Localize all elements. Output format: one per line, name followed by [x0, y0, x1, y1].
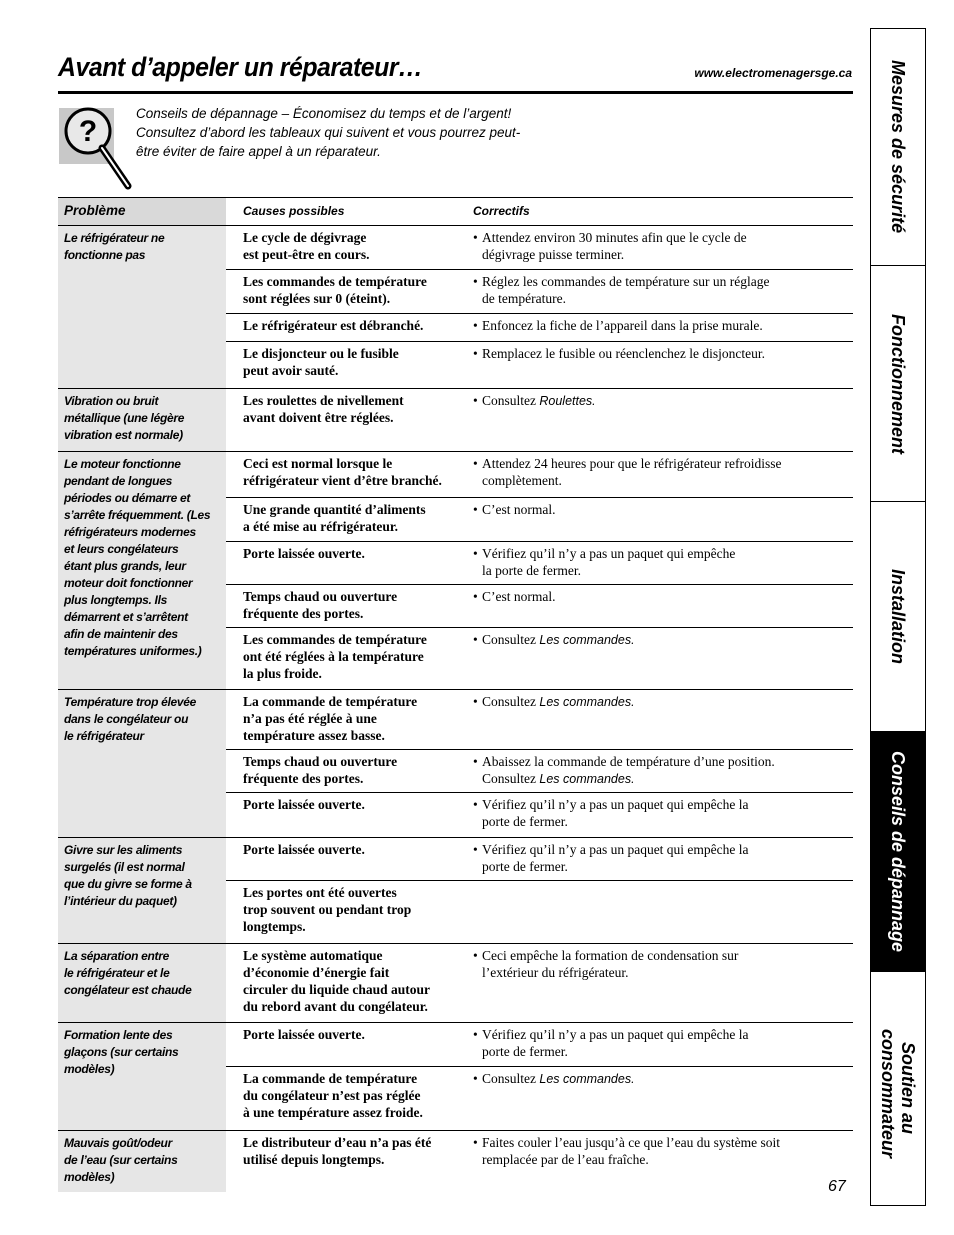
fix-text	[482, 317, 763, 334]
bullet: •	[473, 502, 478, 517]
problem-cell	[58, 690, 226, 837]
problem-line: glaçons (sur certains	[64, 1045, 179, 1059]
cause-cell	[226, 628, 455, 689]
problem-group	[58, 226, 853, 389]
problem-group	[58, 452, 853, 690]
problem-cell	[58, 944, 226, 1022]
cause-cell	[226, 750, 455, 792]
fix-line: la porte de fermer.	[482, 563, 581, 578]
fix-text	[482, 631, 635, 649]
fix-line: Ceci empêche la formation de condensation sur	[482, 948, 739, 963]
cause-line: Porte laissée ouverte.	[243, 1027, 365, 1042]
fix-cell	[455, 838, 853, 880]
fix-bullet-item	[473, 545, 847, 579]
cause-line: a été mise au réfrigérateur.	[243, 519, 399, 534]
fix-cell	[455, 498, 853, 541]
fix-cell	[455, 1131, 853, 1172]
fix-bullet-item	[473, 753, 847, 788]
fix-cell	[455, 1067, 853, 1130]
cause-line: Les commandes de température	[243, 274, 427, 289]
fix-text	[482, 588, 556, 605]
problem-line: démarrent et s’arrêtent	[64, 610, 188, 624]
cause-line: du rebord avant du congélateur.	[243, 999, 428, 1014]
table-row	[226, 270, 853, 314]
bullet: •	[473, 230, 478, 245]
problem-cell	[58, 1131, 226, 1192]
fix-line: Attendez environ 30 minutes afin que le cycle de	[482, 230, 747, 245]
problem-line: étant plus grands, leur	[64, 559, 186, 573]
problem-line: réfrigérateurs modernes	[64, 525, 196, 539]
tab-label: Fonctionnement	[888, 313, 908, 454]
table-row	[226, 793, 853, 837]
cause-line: peut avoir sauté.	[243, 363, 339, 378]
tab-fonctionnement[interactable]	[871, 266, 925, 502]
cause-cell	[226, 1023, 455, 1066]
problem-line: plus longtemps. Ils	[64, 593, 167, 607]
cause-line: longtemps.	[243, 919, 306, 934]
fix-text	[482, 841, 749, 875]
cause-cell	[226, 270, 455, 313]
problem-line: La séparation entre	[64, 949, 170, 963]
problem-cell	[58, 452, 226, 689]
problem-line: de l’eau (sur certains	[64, 1153, 178, 1167]
problem-line: dans le congélateur ou	[64, 712, 189, 726]
fix-bullet-item	[473, 588, 847, 605]
bullet: •	[473, 1071, 478, 1086]
cause-cell	[226, 226, 455, 269]
table-row	[226, 342, 853, 388]
page-title: Avant d’appeler un réparateur…	[58, 52, 423, 82]
fix-reference: Les commandes.	[539, 1072, 635, 1086]
problem-cell	[58, 226, 226, 388]
fix-bullet-item	[473, 693, 847, 711]
table-row	[226, 1131, 853, 1172]
table-row	[226, 944, 853, 1022]
cause-fix-rows	[226, 226, 853, 388]
table-row	[226, 1023, 853, 1067]
problem-line: et leurs congélateurs	[64, 542, 179, 556]
bullet: •	[473, 318, 478, 333]
fix-line: de température.	[482, 291, 566, 306]
cause-fix-rows	[226, 389, 853, 451]
problem-line: le réfrigérateur	[64, 729, 144, 743]
fix-text	[482, 501, 556, 518]
fix-cell	[455, 452, 853, 497]
fix-text	[482, 693, 635, 711]
cause-line: n’a pas été réglée à une	[243, 711, 377, 726]
website-url[interactable]: www.electromenagersge.ca	[694, 66, 852, 80]
fix-bullet-item	[473, 455, 847, 489]
fix-cell	[455, 585, 853, 627]
bullet: •	[473, 1135, 478, 1150]
problem-line: moteur doit fonctionner	[64, 576, 193, 590]
fix-cell	[455, 542, 853, 584]
cause-line: Ceci est normal lorsque le	[243, 456, 393, 471]
fix-bullet-item	[473, 392, 847, 410]
fix-bullet-item	[473, 947, 847, 981]
fix-text	[482, 345, 765, 362]
table-row	[226, 628, 853, 689]
problem-line: afin de maintenir des	[64, 627, 178, 641]
fix-line: Vérifiez qu’il n’y a pas un paquet qui empêche	[482, 546, 736, 561]
fix-reference: Les commandes.	[539, 772, 635, 786]
problem-line: l’intérieur du paquet)	[64, 894, 177, 908]
cause-cell	[226, 838, 455, 880]
cause-cell	[226, 389, 455, 451]
problem-line: Le réfrigérateur ne	[64, 231, 165, 245]
cause-cell	[226, 342, 455, 388]
cause-line: réfrigérateur vient d’être branché.	[243, 473, 442, 488]
fix-cell	[455, 389, 853, 451]
fix-bullet-item	[473, 1026, 847, 1060]
fix-line: Enfoncez la fiche de l’appareil dans la prise murale.	[482, 318, 763, 333]
cause-line: Le disjoncteur ou le fusible	[243, 346, 399, 361]
cause-cell	[226, 542, 455, 584]
problem-line: pendant de longues	[64, 474, 172, 488]
tab-label: Conseils de dépannage	[888, 750, 908, 953]
header-fixes: Correctifs	[473, 204, 530, 218]
problem-cell	[58, 389, 226, 451]
fix-cell	[455, 1023, 853, 1066]
cause-fix-rows	[226, 690, 853, 837]
cause-cell	[226, 793, 455, 837]
tab-mesures-de-sécurité[interactable]	[871, 29, 925, 266]
problem-line: modèles)	[64, 1062, 115, 1076]
cause-line: d’économie d’énergie fait	[243, 965, 390, 980]
problem-line: vibration est normale)	[64, 428, 183, 442]
tab-label: Mesures de sécurité	[888, 60, 908, 234]
table-row	[226, 838, 853, 881]
fix-line: complètement.	[482, 473, 562, 488]
tab-conseils-de-dépannage[interactable]	[871, 732, 925, 972]
cause-line: fréquente des portes.	[243, 771, 364, 786]
table-row	[226, 452, 853, 498]
cause-line: La commande de température	[243, 1071, 418, 1086]
fix-bullet-item	[473, 229, 847, 263]
table-row	[226, 1067, 853, 1130]
problem-group	[58, 1131, 853, 1192]
problem-line: métallique (une légère	[64, 411, 185, 425]
cause-line: la plus froide.	[243, 666, 322, 681]
fix-line: Consultez Roulettes.	[482, 393, 596, 408]
fix-line: Consultez Les commandes.	[482, 1071, 635, 1086]
cause-cell	[226, 314, 455, 341]
header-problem: Problème	[58, 198, 226, 225]
cause-cell	[226, 452, 455, 497]
table-row	[226, 750, 853, 793]
cause-cell	[226, 690, 455, 749]
fix-bullet-item	[473, 273, 847, 307]
problem-line: que du givre se forme à	[64, 877, 192, 891]
title-rule	[58, 91, 853, 94]
cause-line: Le système automatique	[243, 948, 383, 963]
bullet: •	[473, 456, 478, 471]
bullet: •	[473, 632, 478, 647]
problem-group	[58, 838, 853, 944]
fix-line: Remplacez le fusible ou réenclenchez le disjoncteur.	[482, 346, 765, 361]
table-row	[226, 542, 853, 585]
problem-line: s’arrête fréquemment. (Les	[64, 508, 211, 522]
table-body	[58, 226, 853, 1192]
fix-bullet-item	[473, 631, 847, 649]
fix-cell	[455, 944, 853, 1022]
cause-line: fréquente des portes.	[243, 606, 364, 621]
cause-line: Les roulettes de nivellement	[243, 393, 404, 408]
fix-text	[482, 1026, 749, 1060]
fix-cell	[455, 881, 853, 943]
problem-group	[58, 389, 853, 452]
problem-line: fonctionne pas	[64, 248, 146, 262]
fix-line: Consultez Les commandes.	[482, 694, 635, 709]
bullet: •	[473, 694, 478, 709]
fix-text	[482, 1070, 635, 1088]
problem-line: Givre sur les aliments	[64, 843, 183, 857]
cause-line: Le réfrigérateur est débranché.	[243, 318, 424, 333]
table-row	[226, 881, 853, 943]
fix-cell	[455, 793, 853, 837]
cause-fix-rows	[226, 1023, 853, 1130]
fix-line: porte de fermer.	[482, 814, 568, 829]
cause-fix-rows	[226, 452, 853, 689]
bullet: •	[473, 754, 478, 769]
intro-line: Consultez d’abord les tableaux qui suivent et vous pourrez peut-	[136, 125, 521, 140]
fix-bullet-item	[473, 1134, 847, 1168]
cause-line: Temps chaud ou ouverture	[243, 754, 398, 769]
fix-cell	[455, 314, 853, 341]
cause-cell	[226, 944, 455, 1022]
problem-line: Le moteur fonctionne	[64, 457, 181, 471]
fix-line: porte de fermer.	[482, 859, 568, 874]
bullet: •	[473, 274, 478, 289]
table-row	[226, 226, 853, 270]
problem-group	[58, 944, 853, 1023]
cause-line: du congélateur n’est pas réglée	[243, 1088, 421, 1103]
tab-label: Soutien au consommateur	[878, 1028, 918, 1158]
intro-line: être éviter de faire appel à un réparateur.	[136, 144, 381, 159]
problem-group	[58, 690, 853, 838]
bullet: •	[473, 346, 478, 361]
fix-bullet-item	[473, 501, 847, 518]
cause-line: utilisé depuis longtemps.	[243, 1152, 385, 1167]
cause-line: avant doivent être réglées.	[243, 410, 394, 425]
svg-text:?: ?	[78, 115, 98, 148]
cause-fix-rows	[226, 838, 853, 943]
cause-cell	[226, 881, 455, 943]
fix-cell	[455, 628, 853, 689]
fix-text	[482, 796, 749, 830]
fix-text	[482, 455, 782, 489]
problem-line: températures uniformes.)	[64, 644, 202, 658]
table-row	[226, 498, 853, 542]
cause-line: La commande de température	[243, 694, 418, 709]
bullet: •	[473, 393, 478, 408]
fix-line: Abaissez la commande de température d’une position.	[482, 754, 775, 769]
fix-reference: Roulettes.	[539, 394, 596, 408]
cause-line: Porte laissée ouverte.	[243, 842, 365, 857]
fix-text	[482, 947, 738, 981]
intro-text	[136, 104, 556, 161]
cause-line: Les commandes de température	[243, 632, 427, 647]
cause-line: sont réglées sur 0 (éteint).	[243, 291, 391, 306]
fix-line: C’est normal.	[482, 589, 556, 604]
cause-line: trop souvent ou pendant trop	[243, 902, 412, 917]
fix-line: dégivrage puisse terminer.	[482, 247, 625, 262]
fix-text	[482, 273, 770, 307]
problem-cell	[58, 1023, 226, 1130]
problem-line: surgelés (il est normal	[64, 860, 185, 874]
table-row	[226, 585, 853, 628]
fix-cell	[455, 226, 853, 269]
cause-cell	[226, 1067, 455, 1130]
fix-cell	[455, 690, 853, 749]
fix-bullet-item	[473, 796, 847, 830]
table-row	[226, 314, 853, 342]
cause-line: ont été réglées à la température	[243, 649, 424, 664]
bullet: •	[473, 948, 478, 963]
cause-fix-rows	[226, 944, 853, 1022]
section-sidebar	[870, 28, 926, 1206]
intro-line: Conseils de dépannage – Économisez du temps et de l’argent!	[136, 106, 512, 121]
fix-cell	[455, 270, 853, 313]
fix-bullet-item	[473, 345, 847, 362]
cause-line: Porte laissée ouverte.	[243, 797, 365, 812]
problem-line: périodes ou démarre et	[64, 491, 191, 505]
fix-bullet-item	[473, 1070, 847, 1088]
fix-reference: Les commandes.	[539, 695, 635, 709]
troubleshooting-table	[58, 197, 853, 1192]
fix-line: Réglez les commandes de température sur un réglage	[482, 274, 770, 289]
bullet: •	[473, 842, 478, 857]
problem-line: Vibration ou bruit	[64, 394, 159, 408]
fix-text	[482, 229, 747, 263]
cause-line: circuler du liquide chaud autour	[243, 982, 431, 997]
problem-line: le réfrigérateur et le	[64, 966, 170, 980]
fix-text	[482, 753, 775, 788]
cause-cell	[226, 498, 455, 541]
cause-line: Le distributeur d’eau n’a pas été	[243, 1135, 432, 1150]
tab-label: Installation	[888, 568, 908, 664]
question-magnifier-icon	[58, 104, 134, 190]
problem-line: congélateur est chaude	[64, 983, 192, 997]
fix-text	[482, 545, 735, 579]
problem-line: modèles)	[64, 1170, 115, 1184]
bullet: •	[473, 797, 478, 812]
fix-text	[482, 392, 596, 410]
problem-cell	[58, 838, 226, 943]
tab-installation[interactable]	[871, 502, 925, 732]
cause-line: Porte laissée ouverte.	[243, 546, 365, 561]
fix-bullet-item	[473, 841, 847, 875]
header-causes: Causes possibles	[243, 204, 345, 218]
cause-line: Le cycle de dégivrage	[243, 230, 367, 245]
cause-line: à une température assez froide.	[243, 1105, 423, 1120]
problem-line: Formation lente des	[64, 1028, 173, 1042]
cause-cell	[226, 1131, 455, 1172]
cause-line: Temps chaud ou ouverture	[243, 589, 398, 604]
fix-line: Faites couler l’eau jusqu’à ce que l’eau du système soit	[482, 1135, 781, 1150]
tab-soutien-au-consommateur[interactable]	[871, 972, 925, 1205]
table-row	[226, 389, 853, 451]
fix-line: l’extérieur du réfrigérateur.	[482, 965, 629, 980]
cause-line: Les portes ont été ouvertes	[243, 885, 397, 900]
fix-line: porte de fermer.	[482, 1044, 568, 1059]
fix-line: C’est normal.	[482, 502, 556, 517]
fix-line: Consultez Les commandes.	[482, 632, 635, 647]
fix-reference: Les commandes.	[539, 633, 635, 647]
bullet: •	[473, 589, 478, 604]
problem-line: Température trop élevée	[64, 695, 197, 709]
bullet: •	[473, 546, 478, 561]
cause-line: Une grande quantité d’aliments	[243, 502, 426, 517]
cause-fix-rows	[226, 1131, 853, 1192]
page-number: 67	[828, 1178, 846, 1195]
fix-line: Vérifiez qu’il n’y a pas un paquet qui empêche la	[482, 842, 749, 857]
fix-bullet-item	[473, 317, 847, 334]
problem-line: Mauvais goût/odeur	[64, 1136, 172, 1150]
cause-line: est peut-être en cours.	[243, 247, 370, 262]
cause-cell	[226, 585, 455, 627]
fix-line: Vérifiez qu’il n’y a pas un paquet qui empêche la	[482, 797, 749, 812]
fix-line: Attendez 24 heures pour que le réfrigérateur refroidisse	[482, 456, 782, 471]
table-row	[226, 690, 853, 750]
bullet: •	[473, 1027, 478, 1042]
fix-text	[482, 1134, 780, 1168]
fix-line: Consultez Les commandes.	[482, 771, 635, 786]
cause-line: température assez basse.	[243, 728, 385, 743]
table-header	[58, 197, 853, 226]
fix-line: Vérifiez qu’il n’y a pas un paquet qui empêche la	[482, 1027, 749, 1042]
fix-cell	[455, 342, 853, 388]
fix-line: remplacée par de l’eau fraîche.	[482, 1152, 649, 1167]
fix-cell	[455, 750, 853, 792]
problem-group	[58, 1023, 853, 1131]
